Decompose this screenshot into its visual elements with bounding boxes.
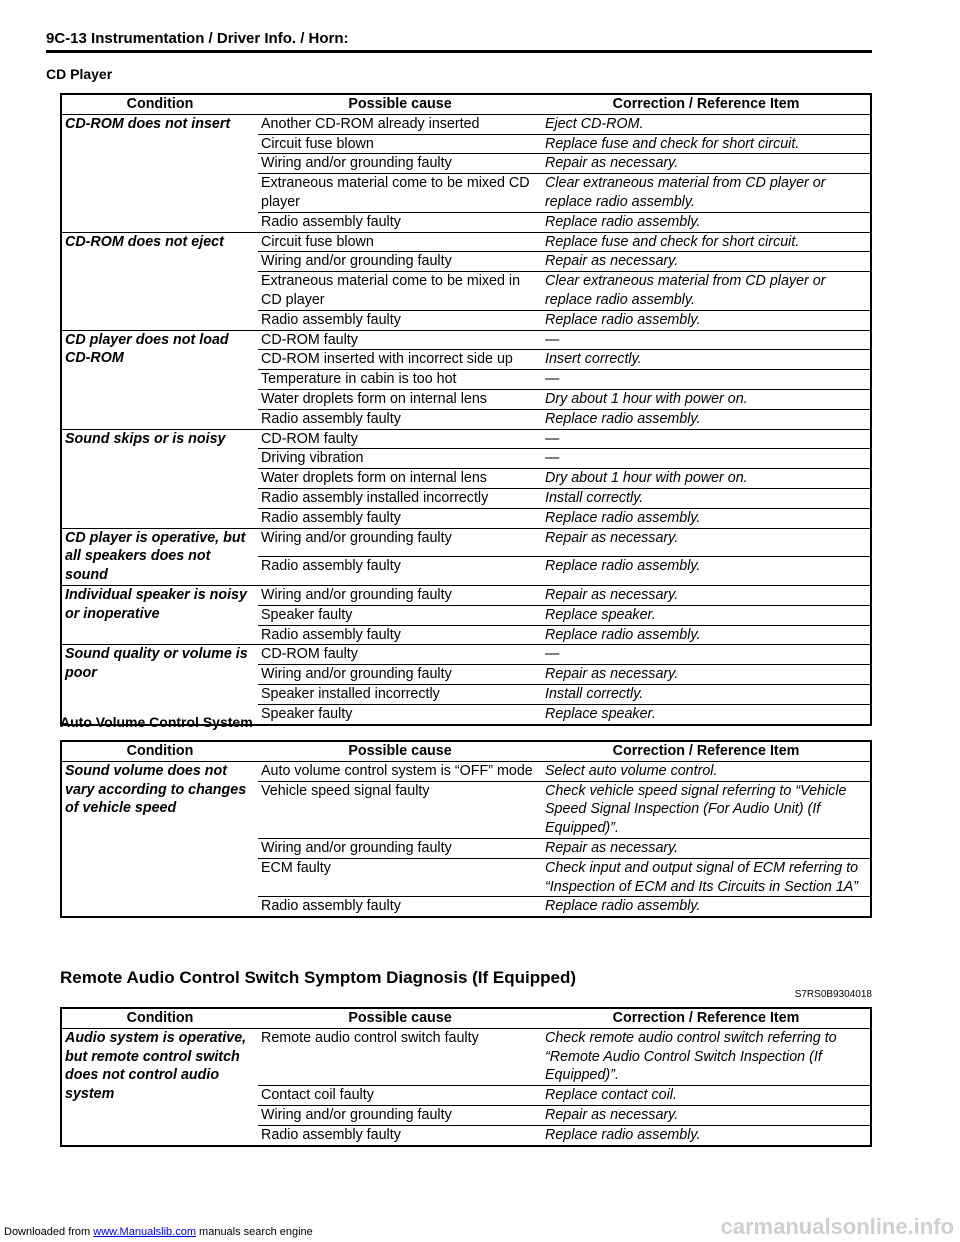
cause-cell: CD-ROM faulty [258, 330, 542, 350]
correction-cell: Install correctly. [542, 684, 871, 704]
remote-audio-table [60, 1007, 872, 1147]
footer-suffix: manuals search engine [195, 1226, 313, 1238]
cause-cell: Circuit fuse blown [258, 232, 542, 252]
correction-cell: Replace radio assembly. [542, 625, 871, 645]
cause-cell: Temperature in cabin is too hot [258, 370, 542, 390]
correction-cell: Select auto volume control. [542, 761, 871, 781]
correction-cell: Repair as necessary. [542, 665, 871, 685]
cause-cell: Remote audio control switch faulty [258, 1028, 542, 1085]
cause-cell: Wiring and/or grounding faulty [258, 665, 542, 685]
cause-cell: Radio assembly faulty [258, 625, 542, 645]
cause-cell: Water droplets form on internal lens [258, 389, 542, 409]
correction-cell: Repair as necessary. [542, 585, 871, 605]
cause-cell: CD-ROM inserted with incorrect side up [258, 350, 542, 370]
cause-cell: Vehicle speed signal faulty [258, 781, 542, 838]
table-row [61, 585, 871, 605]
column-header-cause: Possible cause [258, 94, 542, 114]
correction-cell: Replace radio assembly. [542, 310, 871, 330]
condition-cell: CD-ROM does not insert [61, 114, 258, 232]
cause-cell: Water droplets form on internal lens [258, 469, 542, 489]
correction-cell: Replace fuse and check for short circuit. [542, 232, 871, 252]
column-header-condition: Condition [61, 1008, 258, 1028]
table-row [61, 330, 871, 350]
correction-cell: Repair as necessary. [542, 838, 871, 858]
correction-cell: Replace radio assembly. [542, 897, 871, 917]
cause-cell: Radio assembly installed incorrectly [258, 488, 542, 508]
correction-cell: Replace radio assembly. [542, 508, 871, 528]
column-header-correction: Correction / Reference Item [542, 94, 871, 114]
auto-volume-table [60, 740, 872, 918]
cause-cell: Wiring and/or grounding faulty [258, 528, 542, 557]
correction-cell: Repair as necessary. [542, 1105, 871, 1125]
condition-cell: CD player does not load CD-ROM [61, 330, 258, 429]
correction-cell: — [542, 645, 871, 665]
correction-cell: Repair as necessary. [542, 154, 871, 174]
correction-cell: Replace contact coil. [542, 1086, 871, 1106]
correction-cell: Clear extraneous material from CD player or replace radio assembly. [542, 272, 871, 311]
column-header-condition: Condition [61, 741, 258, 761]
table-row [61, 761, 871, 781]
cause-cell: Extraneous material come to be mixed in CD player [258, 272, 542, 311]
correction-cell: Check remote audio control switch referring to “Remote Audio Control Switch Inspection (If Equipped)”. [542, 1028, 871, 1085]
table-row [61, 645, 871, 665]
cause-cell: Speaker installed incorrectly [258, 684, 542, 704]
correction-cell: Check input and output signal of ECM referring to “Inspection of ECM and Its Circuits in Section 1A” [542, 858, 871, 897]
cause-cell: Radio assembly faulty [258, 310, 542, 330]
manualslib-link[interactable]: www.Manualslib.com [93, 1226, 196, 1238]
table-row [61, 429, 871, 449]
section-title-auto-volume: Auto Volume Control System [60, 714, 253, 730]
correction-cell: Eject CD-ROM. [542, 114, 871, 134]
correction-cell: Replace fuse and check for short circuit. [542, 134, 871, 154]
correction-cell: — [542, 370, 871, 390]
correction-cell: Dry about 1 hour with power on. [542, 469, 871, 489]
section-code: S7RS0B9304018 [794, 989, 872, 1000]
correction-cell: Replace speaker. [542, 605, 871, 625]
correction-cell: Check vehicle speed signal referring to “Vehicle Speed Signal Inspection (For Audio Unit) (If Equipped)”. [542, 781, 871, 838]
correction-cell: Replace radio assembly. [542, 212, 871, 232]
section-title-cd-player: CD Player [46, 66, 113, 82]
table-row [61, 114, 871, 134]
column-header-cause: Possible cause [258, 741, 542, 761]
cause-cell: Radio assembly faulty [258, 508, 542, 528]
cause-cell: Radio assembly faulty [258, 1125, 542, 1145]
table-row [61, 232, 871, 252]
cd-player-table [60, 93, 872, 726]
cause-cell: Driving vibration [258, 449, 542, 469]
condition-cell: Sound quality or volume is poor [61, 645, 258, 725]
cause-cell: ECM faulty [258, 858, 542, 897]
table-row [61, 528, 871, 557]
correction-cell: Repair as necessary. [542, 528, 871, 557]
correction-cell: Replace radio assembly. [542, 1125, 871, 1145]
cause-cell: Wiring and/or grounding faulty [258, 154, 542, 174]
section-title-remote-audio: Remote Audio Control Switch Symptom Diagnosis (If Equipped) [60, 968, 576, 987]
cause-cell: Wiring and/or grounding faulty [258, 838, 542, 858]
cause-cell: Wiring and/or grounding faulty [258, 1105, 542, 1125]
cause-cell: Wiring and/or grounding faulty [258, 252, 542, 272]
condition-cell: CD player is operative, but all speakers does not sound [61, 528, 258, 585]
cause-cell: Wiring and/or grounding faulty [258, 585, 542, 605]
table-row [61, 1028, 871, 1085]
cause-cell: Another CD-ROM already inserted [258, 114, 542, 134]
cause-cell: Contact coil faulty [258, 1086, 542, 1106]
correction-cell: Replace speaker. [542, 704, 871, 724]
correction-cell: Repair as necessary. [542, 252, 871, 272]
condition-cell: CD-ROM does not eject [61, 232, 258, 330]
correction-cell: Clear extraneous material from CD player or replace radio assembly. [542, 174, 871, 213]
correction-cell: — [542, 330, 871, 350]
column-header-condition: Condition [61, 94, 258, 114]
cause-cell: CD-ROM faulty [258, 429, 542, 449]
cause-cell: Auto volume control system is “OFF” mode [258, 761, 542, 781]
cause-cell: Speaker faulty [258, 704, 542, 724]
cause-cell: Radio assembly faulty [258, 409, 542, 429]
cause-cell: CD-ROM faulty [258, 645, 542, 665]
cause-cell: Radio assembly faulty [258, 212, 542, 232]
correction-cell: Replace radio assembly. [542, 557, 871, 586]
condition-cell: Sound skips or is noisy [61, 429, 258, 528]
correction-cell: Install correctly. [542, 488, 871, 508]
cause-cell: Radio assembly faulty [258, 897, 542, 917]
footer-prefix: Downloaded from [4, 1226, 94, 1238]
correction-cell: Insert correctly. [542, 350, 871, 370]
column-header-correction: Correction / Reference Item [542, 1008, 871, 1028]
cause-cell: Speaker faulty [258, 605, 542, 625]
cause-cell: Circuit fuse blown [258, 134, 542, 154]
cause-cell: Extraneous material come to be mixed CD player [258, 174, 542, 213]
watermark: carmanualsonline.info [720, 1214, 954, 1239]
column-header-correction: Correction / Reference Item [542, 741, 871, 761]
cause-cell: Radio assembly faulty [258, 557, 542, 586]
correction-cell: Replace radio assembly. [542, 409, 871, 429]
condition-cell: Individual speaker is noisy or inoperative [61, 585, 258, 644]
column-header-cause: Possible cause [258, 1008, 542, 1028]
condition-cell: Audio system is operative, but remote control switch does not control audio system [61, 1028, 258, 1145]
correction-cell: — [542, 449, 871, 469]
footer [4, 1226, 313, 1238]
correction-cell: — [542, 429, 871, 449]
correction-cell: Dry about 1 hour with power on. [542, 389, 871, 409]
condition-cell: Sound volume does not vary according to changes of vehicle speed [61, 761, 258, 917]
page-header: 9C-13 Instrumentation / Driver Info. / Horn: [46, 30, 872, 53]
